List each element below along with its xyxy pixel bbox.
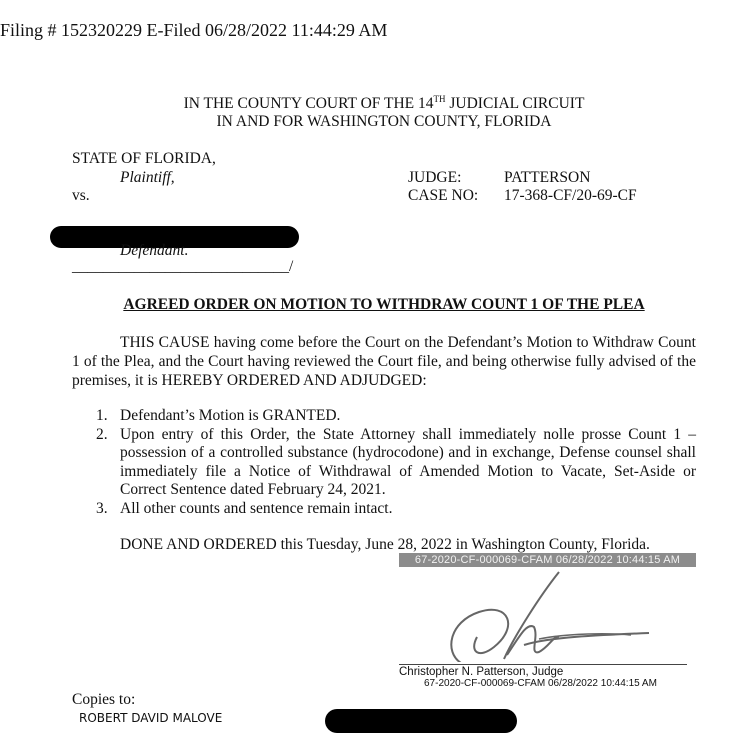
court-line1-text: IN THE COUNTY COURT OF THE 14 bbox=[183, 95, 434, 113]
judge-value: PATTERSON bbox=[504, 169, 591, 186]
signature-line bbox=[399, 664, 687, 665]
filing-stamp: Filing # 152320229 E-Filed 06/28/2022 11:44:29 AM bbox=[0, 20, 388, 40]
list-item-number: 2. bbox=[96, 425, 108, 443]
copies-label: Copies to: bbox=[72, 691, 136, 708]
electronic-stamp-bottom: 67-2020-CF-000069-CFAM 06/28/2022 10:44:15 AM bbox=[424, 678, 657, 689]
caption-vs: vs. bbox=[72, 187, 90, 204]
list-item-text: Defendant’s Motion is GRANTED. bbox=[120, 407, 341, 424]
list-item-number: 3. bbox=[96, 499, 108, 517]
list-item-text: All other counts and sentence remain intact. bbox=[120, 499, 393, 517]
case-label: CASE NO: bbox=[408, 187, 479, 204]
copies-recipient: ROBERT DAVID MALOVE bbox=[79, 711, 223, 725]
judge-signature-name: Christopher N. Patterson, Judge bbox=[399, 666, 564, 678]
court-heading-line1 bbox=[0, 94, 744, 113]
intro-paragraph: THIS CAUSE having come before the Court on the Defendant’s Motion to Withdraw Count 1 of the Plea, and the Court having reviewed the Court file, and being otherwise fully advised of the premises, it is HEREBY ORDERED AND ADJUDGED: bbox=[72, 334, 696, 389]
caption-rule: ____________________________/ bbox=[72, 258, 294, 275]
handwritten-signature bbox=[399, 567, 696, 662]
court-heading-line2: IN AND FOR WASHINGTON COUNTY, FLORIDA bbox=[216, 113, 552, 130]
order-title: AGREED ORDER ON MOTION TO WITHDRAW COUNT 1 OF THE PLEA bbox=[123, 296, 645, 313]
caption-plaintiff: Plaintiff, bbox=[120, 169, 175, 186]
list-item bbox=[72, 407, 696, 426]
caption-defendant: Defendant. bbox=[120, 242, 189, 259]
ordered-items bbox=[72, 407, 696, 518]
list-item bbox=[72, 500, 696, 519]
electronic-stamp-top: 67-2020-CF-000069-CFAM 06/28/2022 10:44:15 AM bbox=[399, 553, 696, 567]
list-item-text: Upon entry of this Order, the State Attorney shall immediately nolle prosse Count 1 – possession of a controlled substance (hydrocodone) and in exchange, Defense counsel shall immediately file a Notice of Withdrawal of Amended Motion to Vacate, Set-Aside or Correct Sentence dated February 24, 2021. bbox=[120, 425, 696, 498]
done-and-ordered: DONE AND ORDERED this Tuesday, June 28, 2022 in Washington County, Florida. bbox=[120, 536, 650, 553]
caption-state: STATE OF FLORIDA, bbox=[72, 150, 216, 167]
list-item-number: 1. bbox=[96, 407, 108, 424]
case-value: 17-368-CF/20-69-CF bbox=[504, 187, 637, 204]
judge-label: JUDGE: bbox=[408, 169, 462, 186]
court-line1-post: JUDICIAL CIRCUIT bbox=[445, 95, 585, 113]
redaction-bar bbox=[325, 709, 517, 733]
list-item bbox=[72, 426, 696, 500]
court-line1-sup: TH bbox=[433, 94, 446, 104]
